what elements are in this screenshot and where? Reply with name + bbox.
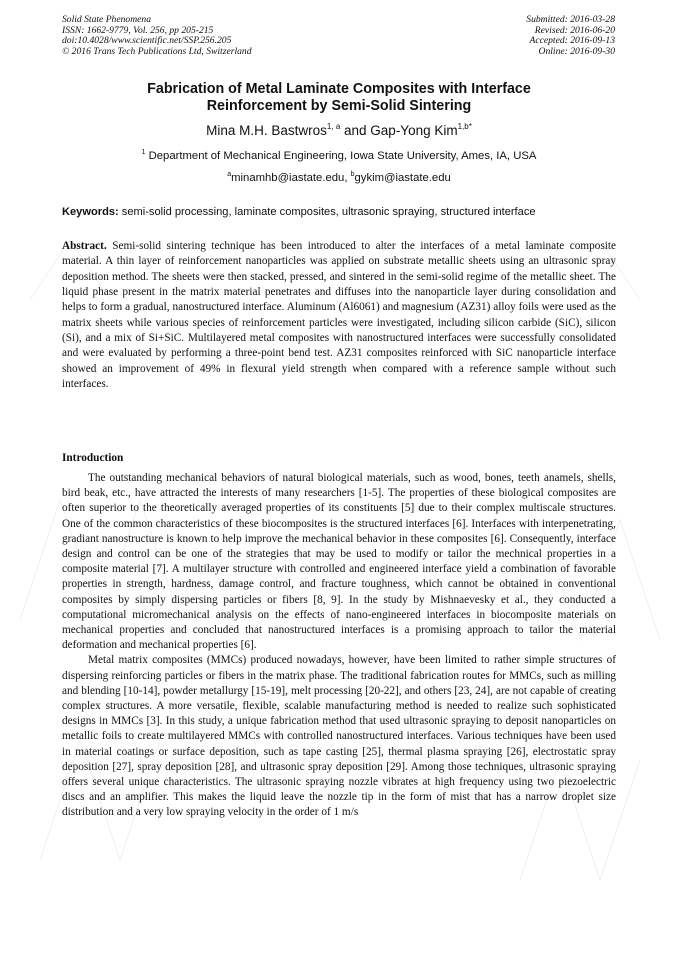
title-line-1: Fabrication of Metal Laminate Composites with Interface [147,81,531,97]
doi-line: doi:10.4028/www.scientific.net/SSP.256.205 [62,35,232,47]
title-line-2: Reinforcement by Semi-Solid Sintering [206,98,472,114]
keywords-label: Keywords: [62,206,119,218]
author-affiliation-marker: 1, a [326,122,341,131]
email-address[interactable]: gykim@iastate.edu [354,172,451,184]
abstract [62,239,616,392]
revised-date: Revised: 2016-06-20 [534,24,615,36]
email-marker: a [227,171,232,178]
keywords-text: semi-solid processing, laminate composites, ultrasonic spraying, structured interface [118,206,536,218]
copyright-line: © 2016 Trans Tech Publications Ltd, Switzerland [62,45,252,57]
email-address[interactable]: minamhb@iastate.edu, [231,172,351,184]
author-emails [62,171,616,184]
paper-title [62,81,616,115]
author-name: Gap-Yong Kim [370,123,458,138]
author-connector: and [340,123,371,138]
abstract-text: Semi-solid sintering technique has been introduced to alter the interfaces of a metal laminate composite material. A thin layer of reinforcement nanoparticles was applied on substrate metallic sheets using an ultrasonic spray deposition method. The sheets were then stacked, pressed, and sintered in the semi-solid regime of the metallic sheet. The liquid phase present in the matrix material penetrates and diffuses into the nanoparticle layer during consolidation and helps to form a gradual, nanostructured interface. Aluminum (Al6061) and magnesium (AZ31) alloy foils were used as the matrix sheets while various species of reinforcement particles were investigated, including silicon carbide (SiC), silicon (Si), and a mix of Si+SiC. Multilayered metal composites with nanostructured interfaces were successfully consolidated and were evaluated by performing a three-point bend test. AZ31 composites reinforced with SiC nanoparticle interface showed an improvement of 49% in flexural yield strength when compared with a reference sample without such interfaces. [62,240,616,391]
body-paragraph: The outstanding mechanical behaviors of natural biological materials, such as wood, bones, teeth anamels, shells, bird beak, etc., have attracted the interests of many researchers [1-5]. The properties of these biological composites are often superior to the theoretically averaged properties of its constituents [5] due to their complex multiscale structures. One of the common characteristics of these biocomposites is the structured interfaces [6]. Interfaces with interpenetrating, gradiant nanostructure is known to help improve the mechanical behavior in these composites [6]. Consequently, interface design and control can be one of the strategies that may be used to modify or tailor the mechnical properties in a composite material [7]. A multilayer structure with controlled and engineered interface yield a combination of favorable properties in strength, hardness, damage control, and fracture toughness, which cannot be obtained in conventional composites by simply dispersing particles or fibers [8, 9]. In the study by Mishnaevesky et al., they conducted a computational micromechanical analysis on the effects of nano-engineered interfaces in biocomposite materials on mechanical properties and concluded that nanostructured interfaces is a promising approach to tailor the material deformation and mechanical properties [6]. [62,472,616,652]
journal-info [62,15,252,57]
issn-line: ISSN: 1662-9779, Vol. 256, pp 205-215 [62,24,214,36]
author-affiliation-marker: 1,b* [457,122,472,131]
section-heading-introduction: Introduction [62,452,124,464]
accepted-date: Accepted: 2016-09-13 [529,35,615,47]
email-marker: b [350,171,355,178]
author-name: Mina M.H. Bastwros [206,123,327,138]
online-date: Online: 2016-09-30 [538,45,615,57]
journal-name: Solid State Phenomena [62,14,151,25]
submitted-date: Submitted: 2016-03-28 [526,14,615,25]
body-paragraph: Metal matrix composites (MMCs) produced nowadays, however, have been limited to rather simple structures of dispersing reinforcing particles or fibers in the matrix phase. The traditional fabrication routes for MMCs, such as milling and blending [10-14], powder metallurgy [15-19], melt processing [20-22], and others [23, 24], are not capable of creating complex structures. A more versatile, flexible, scalable manufacturing method is needed to realize such sophisticated designs in MMCs [3]. In this study, a unique fabrication method that used ultrasonic spraying to deposit nanoparticles on metallic foils to create multilayered MMCs with controlled nanostructured interfaces. Various techniques have been used in material coatings or surface deposition, such as tape casting [25], thermal plasma spraying [26], electrostatic spray deposition [27], spray deposition [28], and ultrasonic spray deposition [29]. Among those techniques, ultrasonic spraying offers several unique characteristics. The ultrasonic spraying nozzle vibrates at high frequency using two piezoelectric discs and an amplifier. This makes the liquid leave the nozzle tip in the form of mist that has a narrow droplet size distribution and a very low spraying velocity in the order of 1 m/s [62,654,616,819]
affiliation [62,149,616,162]
publication-dates [526,15,615,57]
author-list [62,122,616,138]
affiliation-text: Department of Mechanical Engineering, Iowa State University, Ames, IA, USA [145,150,537,162]
abstract-label: Abstract. [62,240,107,252]
affiliation-marker: 1 [141,149,146,156]
introduction-body [62,471,616,821]
keywords [62,206,616,218]
